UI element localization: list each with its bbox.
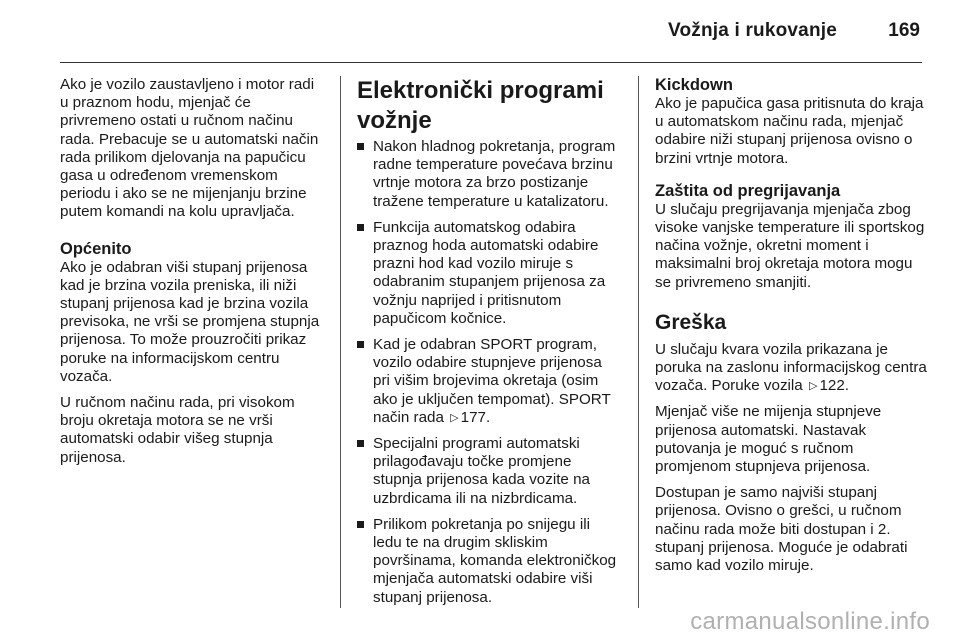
zastita-heading: Zaštita od pregrijavanja xyxy=(655,181,841,200)
square-bullet-icon xyxy=(357,440,364,447)
list-item: Prilikom pokretanja po snijegu ili ledu te na drugim skliskim površinama, komanda elektroničkog mjenjača automatski odabire viši stupanj prijenosa. xyxy=(357,516,622,607)
list-item: Kad je odabran SPORT program, vozilo odabire stupnjeve prijenosa pri višim brojevima okretaja (osim ako je uključen tempomat). SPORT način rada ▷ 177. xyxy=(357,336,622,427)
square-bullet-icon xyxy=(357,521,364,528)
greska-paragraph-3: Dostupan je samo najviši stupanj prijenosa. Ovisno o grešci, u ručnom načinu rada može biti dostupan i 2. stupanj prijenosa. Moguće je odabrati samo kad vozilo miruje. xyxy=(655,484,908,575)
page-header xyxy=(60,0,922,63)
page-number: 169 xyxy=(888,20,920,41)
greska-paragraph-2: Mjenjač više ne mijenja stupnjeve prijenosa automatski. Nastavak putovanja je moguć s ručnom promjenom stupnjeva prijenosa. xyxy=(655,403,882,476)
watermark: carmanualsonline.info xyxy=(690,608,930,635)
column-right xyxy=(638,76,928,608)
kickdown-paragraph: Ako je papučica gasa pritisnuta do kraja u automatskom načinu rada, mjenjač odabire niži stupanj prijenosa ovisno o brzini vrtnje motora. xyxy=(655,95,924,167)
column-left xyxy=(60,76,326,608)
list-item: Specijalni programi automatski prilagođavaju točke promjene stupnja prijenosa kada vozite na uzbrdicama ili na nizbrdicama. xyxy=(357,435,622,508)
electronic-programs-heading: Elektronički programi vožnje xyxy=(357,77,604,134)
square-bullet-icon xyxy=(357,224,364,231)
electronic-programs-list xyxy=(357,138,622,607)
square-bullet-icon xyxy=(357,341,364,348)
greska-paragraph-1: U slučaju kvara vozila prikazana je poruka na zaslonu informacijskog centra vozača. Poruke vozila ▷ 122. xyxy=(655,340,927,395)
list-item: Funkcija automatskog odabira praznog hoda automatski odabire prazni hod kad vozilo miruje s odabranim stupanjem prijenosa za vožnju naprijed i pritisnutom papučicom kočnice. xyxy=(357,219,622,328)
opcenito-heading: Općenito xyxy=(60,239,132,258)
list-item: Nakon hladnog pokretanja, program radne temperature povećava brzinu vrtnje motora za brzo postizanje tražene temperature u katalizatoru. xyxy=(357,138,622,211)
intro-paragraph: Ako je vozilo zaustavljeno i motor radi u praznom hodu, mjenjač će privremeno ostati u ručnom načinu rada. Prebacuje se u automatski način rada prilikom djelovanja na papučicu gasa u određenom vremenskom periodu i ako se ne mijenjanju brzine putem komandi na kolu upravljača. xyxy=(60,76,319,221)
zastita-paragraph: U slučaju pregrijavanja mjenjača zbog visoke vanjske temperature ili sportskog načina vožnje, okretni moment i maksimalni broj okretaja motora mogu se privremeno smanjiti. xyxy=(655,200,925,291)
sport-page-reference[interactable]: 177. xyxy=(460,408,491,426)
column-middle xyxy=(340,76,622,608)
square-bullet-icon xyxy=(357,143,364,150)
kickdown-heading: Kickdown xyxy=(655,76,733,94)
page-reference-icon: ▷ xyxy=(808,380,818,393)
opcenito-paragraph-1: Ako je odabran viši stupanj prijenosa kad je brzina vozila preniska, ili niži stupanj prijenosa kad je brzina vozila previsoka, ne vrši se promjena stupnja prijenosa. To može prouzročiti prikaz poruke na informacijskom centru vozača. xyxy=(60,258,320,385)
page-reference-icon: ▷ xyxy=(450,411,459,424)
header-title: Vožnja i rukovanje xyxy=(667,20,837,41)
greska-heading: Greška xyxy=(655,310,727,334)
opcenito-paragraph-2: U ručnom načinu rada, pri visokom broju okretaja motora se ne vrši automatski odabir višeg stupnja prijenosa. xyxy=(60,394,295,466)
vehicle-messages-page-reference[interactable]: 122. xyxy=(819,377,849,395)
